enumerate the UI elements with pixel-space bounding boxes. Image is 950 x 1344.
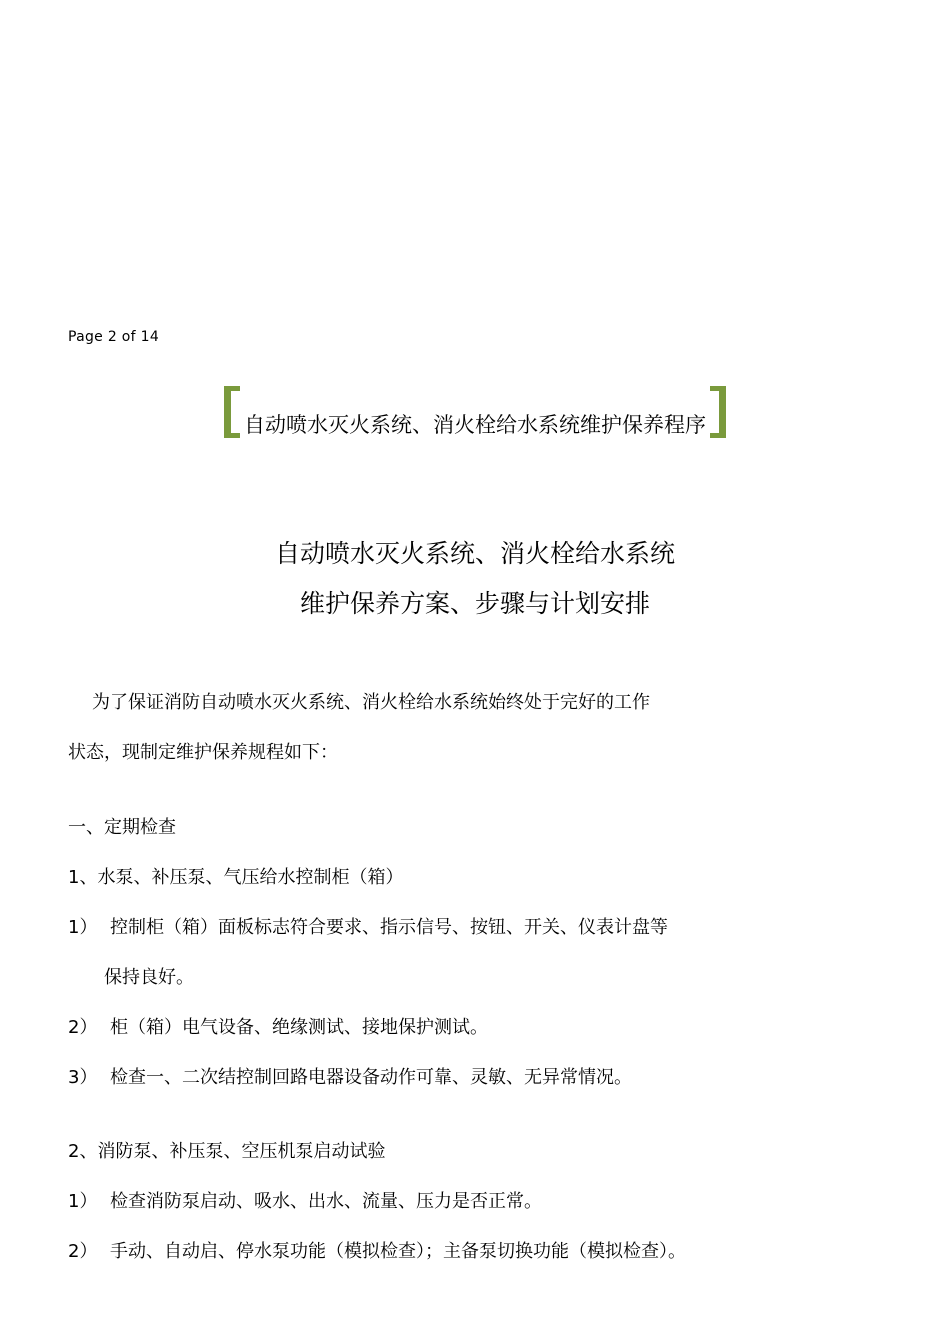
list-item-text: 柜（箱）电气设备、绝缘测试、接地保护测试。 xyxy=(110,1017,488,1038)
subsection-heading-1: 1、水泵、补压泵、气压给水控制柜（箱） xyxy=(68,867,404,888)
list-item xyxy=(68,1187,542,1213)
list-item-continuation: 保持良好。 xyxy=(104,967,194,988)
left-bracket-icon xyxy=(224,386,240,438)
list-item xyxy=(68,913,668,939)
list-item-text: 控制柜（箱）面板标志符合要求、指示信号、按钮、开关、仪表计盘等 xyxy=(110,917,668,938)
intro-line-1: 为了保证消防自动喷水灭火系统、消火栓给水系统始终处于完好的工作 xyxy=(92,692,650,713)
subsection-heading-2: 2、消防泵、补压泵、空压机泵启动试验 xyxy=(68,1141,386,1162)
intro-line-2: 状态，现制定维护保养规程如下： xyxy=(68,742,338,763)
document-title-line-1: 自动喷水灭火系统、消火栓给水系统 xyxy=(274,539,675,568)
list-item-number: 2） xyxy=(68,1241,98,1262)
list-item xyxy=(68,1063,632,1089)
list-item-text: 检查一、二次结控制回路电器设备动作可靠、灵敏、无异常情况。 xyxy=(110,1067,632,1088)
section-heading: 一、定期检查 xyxy=(68,817,176,838)
list-item-number: 1） xyxy=(68,917,98,938)
list-item-number: 2） xyxy=(68,1017,98,1038)
list-item xyxy=(68,1237,686,1263)
list-item-text: 手动、自动启、停水泵功能（模拟检查）；主备泵切换功能（模拟检查）。 xyxy=(110,1241,686,1262)
list-item-number: 1） xyxy=(68,1191,98,1212)
list-item-number: 3） xyxy=(68,1067,98,1088)
right-bracket-icon xyxy=(710,386,726,438)
header-banner xyxy=(0,386,950,438)
document-title-line-2: 维护保养方案、步骤与计划安排 xyxy=(299,589,650,618)
list-item xyxy=(68,1013,488,1039)
header-title: 自动喷水灭火系统、消火栓给水系统维护保养程序 xyxy=(244,413,706,437)
page-number: Page 2 of 14 xyxy=(68,329,160,345)
list-item-text: 检查消防泵启动、吸水、出水、流量、压力是否正常。 xyxy=(110,1191,542,1212)
